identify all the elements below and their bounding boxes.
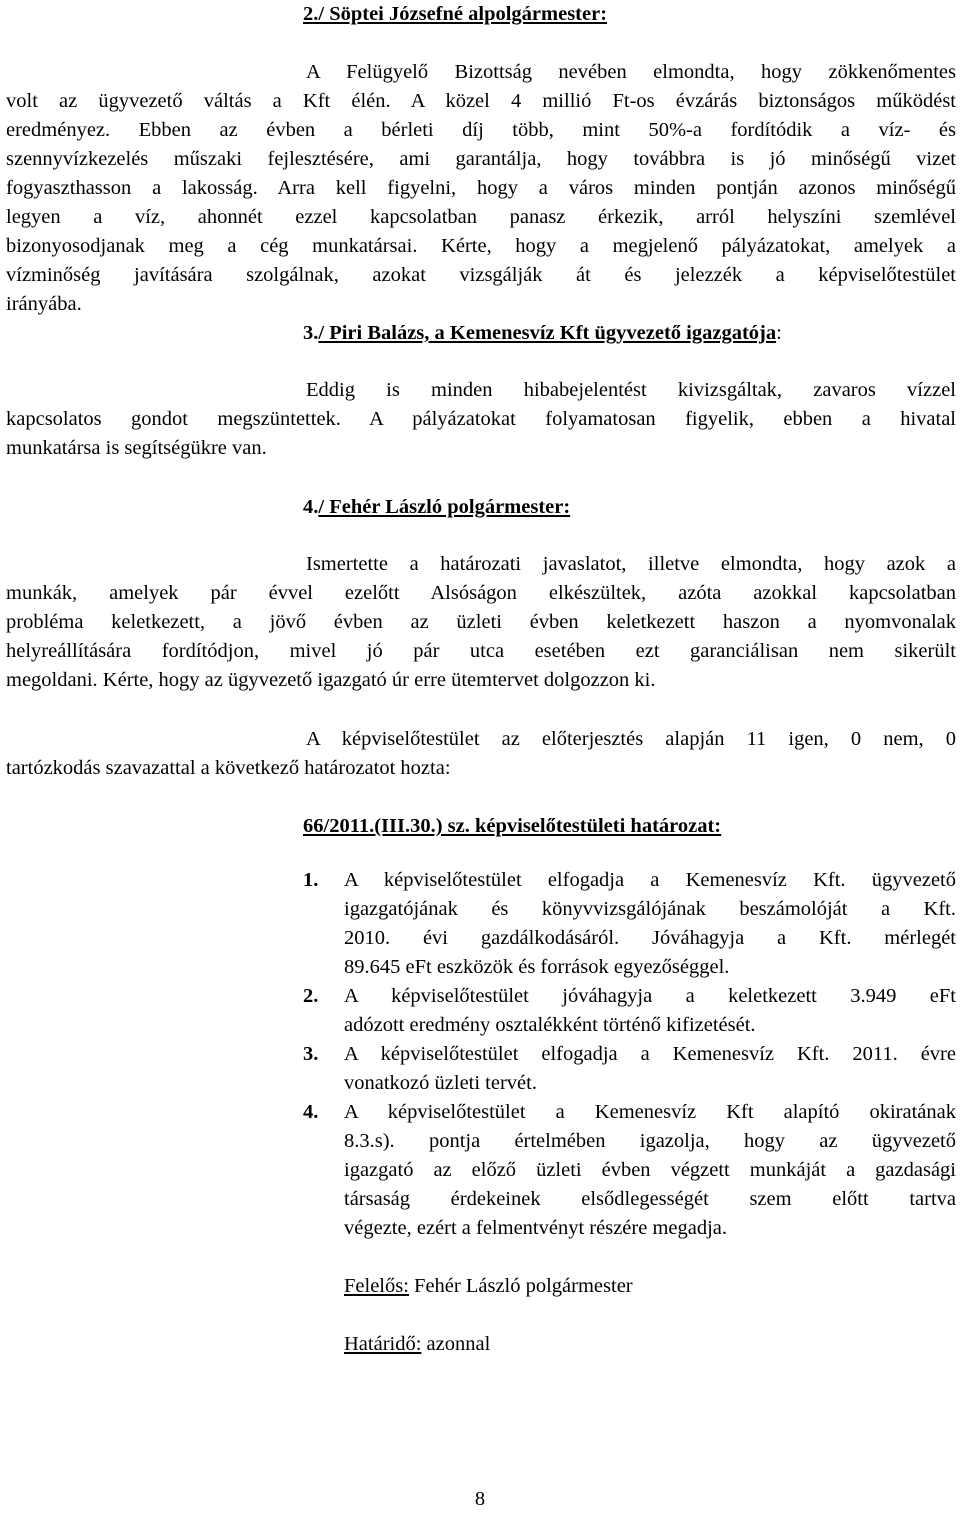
item-number: 4.: [303, 1101, 319, 1123]
resolution-title: 66/2011.(III.30.) sz. képviselőtestületi határozat:: [303, 815, 722, 837]
resolution-item: [303, 1098, 956, 1243]
paragraph-line: A Felügyelő Bizottság nevében elmondta, hogy zökkenőmentes: [306, 61, 956, 83]
page-number: 8: [474, 1488, 486, 1510]
item-line: társaság érdekeinek elsődlegességét szem előtt tartva: [344, 1188, 956, 1210]
item-line: vonatkozó üzleti tervét.: [344, 1072, 537, 1094]
item-number: 3.: [303, 1043, 319, 1065]
item-line: A képviselőtestület a Kemenesvíz Kft alapító okiratának: [344, 1101, 956, 1123]
paragraph-line: munkatársa is segítségükre van.: [6, 437, 267, 459]
section-2-heading: 2./ Söptei Józsefné alpolgármester:: [303, 3, 608, 25]
paragraph-line: volt az ügyvezető váltás a Kft élén. A közel 4 millió Ft-os évzárás biztonságos működést: [6, 90, 956, 112]
responsible-line: [344, 1272, 633, 1301]
item-line: igazgatójának és könyvvizsgálójának beszámolóját a Kft.: [344, 898, 956, 920]
section-3-number: 3.: [303, 322, 319, 344]
deadline-label: Határidő:: [344, 1333, 422, 1355]
paragraph-line: kapcsolatos gondot megszüntettek. A pályázatokat folyamatosan figyelik, ebben a hivatal: [6, 408, 956, 430]
item-line: 2010. évi gazdálkodásáról. Jóváhagyja a Kft. mérlegét: [344, 927, 956, 949]
item-line: adózott eredmény osztalékként történő kifizetését.: [344, 1014, 756, 1036]
section-4-heading: [303, 493, 570, 522]
resolution-item: [303, 1040, 956, 1098]
paragraph-line: szennyvízkezelés műszaki fejlesztésére, ami garantálja, hogy továbbra is jó minőségű vizet: [6, 148, 956, 170]
paragraph-line: probléma keletkezett, a jövő évben az üzleti évben keletkezett haszon a nyomvonalak: [6, 611, 956, 633]
paragraph-line: helyreállítására fordítódjon, mivel jó pár utca esetében ezt garanciálisan nem sikerült: [6, 640, 956, 662]
resolution-list: [303, 866, 956, 1243]
paragraph-line: Eddig is minden hibabejelentést kivizsgáltak, zavaros vízzel: [306, 379, 956, 401]
paragraph-line: munkák, amelyek pár évvel ezelőtt Alsóságon elkészültek, azóta azokkal kapcsolatban: [6, 582, 956, 604]
resolution-item: [303, 982, 956, 1040]
item-line: végezte, ezért a felmentvényt részére megadja.: [344, 1217, 728, 1239]
item-line: A képviselőtestület jóváhagyja a keletkezett 3.949 eFt: [344, 985, 956, 1007]
deadline-line: [344, 1330, 490, 1359]
item-line: igazgató az előző üzleti évben végzett munkáját a gazdasági: [344, 1159, 956, 1181]
item-line: 8.3.s). pontja értelmében igazolja, hogy az ügyvezető: [344, 1130, 956, 1152]
section-3-heading: [303, 319, 782, 348]
resolution-item: [303, 866, 956, 982]
section-3-paragraph: [6, 376, 956, 463]
vote-paragraph: [6, 725, 956, 783]
responsible-value: Fehér László polgármester: [408, 1275, 633, 1297]
paragraph-line: bizonyosodjanak meg a cég munkatársai. Kérte, hogy a megjelenő pályázatokat, amelyek a: [6, 235, 956, 257]
section-3-title: / Piri Balázs, a Kemenesvíz Kft ügyvezető igazgatója: [318, 322, 777, 344]
item-number: 2.: [303, 985, 319, 1007]
paragraph-line: tartózkodás szavazattal a következő határozatot hozta:: [6, 757, 451, 779]
paragraph-line: vízminőség javítására szolgálnak, azokat vizsgálják át és jelezzék a képviselőtestület: [6, 264, 956, 286]
paragraph-line: fogyaszthasson a lakosság. Arra kell figyelni, hogy a város minden pontján azonos minőségű: [6, 177, 956, 199]
paragraph-line: legyen a víz, ahonnét ezzel kapcsolatban panasz érkezik, arról helyszíni szemlével: [6, 206, 956, 228]
paragraph-line: irányába.: [6, 293, 82, 315]
section-2-paragraph: [6, 58, 956, 319]
paragraph-line: megoldani. Kérte, hogy az ügyvezető igazgató úr erre ütemtervet dolgozzon ki.: [6, 669, 656, 691]
section-3-colon: :: [776, 322, 782, 344]
item-line: A képviselőtestület elfogadja a Kemenesvíz Kft. ügyvezető: [344, 869, 956, 891]
item-line: 89.645 eFt eszközök és források egyezőséggel.: [344, 956, 730, 978]
item-line: A képviselőtestület elfogadja a Kemenesvíz Kft. 2011. évre: [344, 1043, 956, 1065]
section-4-number: 4.: [303, 496, 319, 518]
paragraph-line: A képviselőtestület az előterjesztés alapján 11 igen, 0 nem, 0: [306, 728, 956, 750]
item-number: 1.: [303, 869, 319, 891]
section-4-paragraph: [6, 550, 956, 695]
deadline-value: azonnal: [421, 1333, 491, 1355]
paragraph-line: Ismertette a határozati javaslatot, illetve elmondta, hogy azok a: [306, 553, 956, 575]
responsible-label: Felelős:: [344, 1275, 409, 1297]
section-4-title: / Fehér László polgármester:: [318, 496, 571, 518]
paragraph-line: eredményez. Ebben az évben a bérleti díj több, mint 50%-a fordítódik a víz- és: [6, 119, 956, 141]
